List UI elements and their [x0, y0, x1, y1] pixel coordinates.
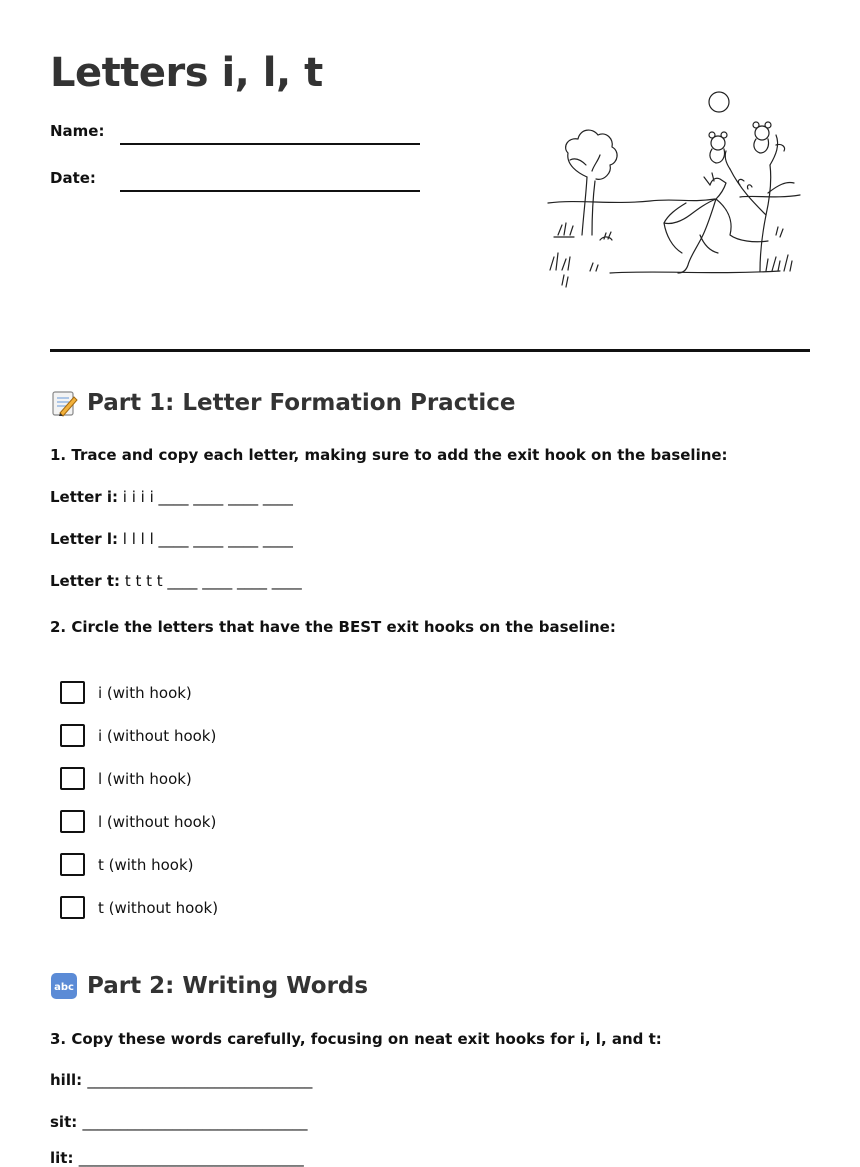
word-row-hill	[50, 1071, 312, 1089]
option-label: i (with hook)	[98, 683, 192, 702]
svg-text:abc: abc	[54, 982, 74, 993]
option-label: i (without hook)	[98, 726, 217, 745]
word-label-lit: lit:	[50, 1149, 74, 1167]
date-field[interactable]	[120, 190, 420, 192]
checkbox[interactable]	[60, 810, 85, 833]
question-1: 1. Trace and copy each letter, making sure to add the exit hook on the baseline:	[50, 446, 728, 464]
word-row-lit	[50, 1149, 304, 1167]
question-2: 2. Circle the letters that have the BEST exit hooks on the baseline:	[50, 618, 616, 636]
date-label: Date:	[50, 169, 96, 187]
practice-text-l: l l l l ____ ____ ____ ____	[122, 530, 293, 548]
option-t-without-hook[interactable]	[60, 896, 218, 919]
practice-row-l	[50, 530, 293, 548]
checkbox[interactable]	[60, 767, 85, 790]
page-title: Letters i, l, t	[50, 50, 323, 96]
option-l-with-hook[interactable]	[60, 767, 192, 790]
checkbox[interactable]	[60, 681, 85, 704]
part1-title: Part 1: Letter Formation Practice	[87, 390, 516, 416]
practice-text-i: i i i i ____ ____ ____ ____	[122, 488, 293, 506]
word-blank-lit[interactable]: ______________________________	[78, 1149, 304, 1167]
part2-title: Part 2: Writing Words	[87, 973, 369, 999]
option-l-without-hook[interactable]	[60, 810, 216, 833]
option-t-with-hook[interactable]	[60, 853, 194, 876]
checkbox[interactable]	[60, 853, 85, 876]
name-label: Name:	[50, 122, 105, 140]
word-blank-hill[interactable]: ______________________________	[87, 1071, 313, 1089]
practice-label-t: Letter t:	[50, 572, 121, 590]
option-i-without-hook[interactable]	[60, 724, 216, 747]
practice-text-t: t t t t ____ ____ ____ ____	[124, 572, 302, 590]
word-blank-sit[interactable]: ______________________________	[82, 1113, 308, 1131]
practice-label-i: Letter i:	[50, 488, 119, 506]
memo-pencil-icon	[50, 389, 78, 417]
question-3: 3. Copy these words carefully, focusing on neat exit hooks for i, l, and t:	[50, 1030, 662, 1048]
part1-heading	[50, 389, 515, 417]
kangaroo-koala-illustration	[540, 85, 810, 300]
option-label: l (without hook)	[98, 812, 217, 831]
word-row-sit	[50, 1113, 307, 1131]
option-label: t (without hook)	[98, 898, 219, 917]
section-divider	[50, 349, 810, 352]
part2-heading	[50, 972, 368, 1000]
practice-row-t	[50, 572, 302, 590]
abc-input-icon	[50, 972, 78, 1000]
name-field[interactable]	[120, 143, 420, 145]
word-label-hill: hill:	[50, 1071, 83, 1089]
practice-label-l: Letter l:	[50, 530, 119, 548]
option-label: l (with hook)	[98, 769, 192, 788]
option-label: t (with hook)	[98, 855, 194, 874]
option-i-with-hook[interactable]	[60, 681, 192, 704]
checkbox[interactable]	[60, 896, 85, 919]
checkbox[interactable]	[60, 724, 85, 747]
practice-row-i	[50, 488, 293, 506]
word-label-sit: sit:	[50, 1113, 78, 1131]
